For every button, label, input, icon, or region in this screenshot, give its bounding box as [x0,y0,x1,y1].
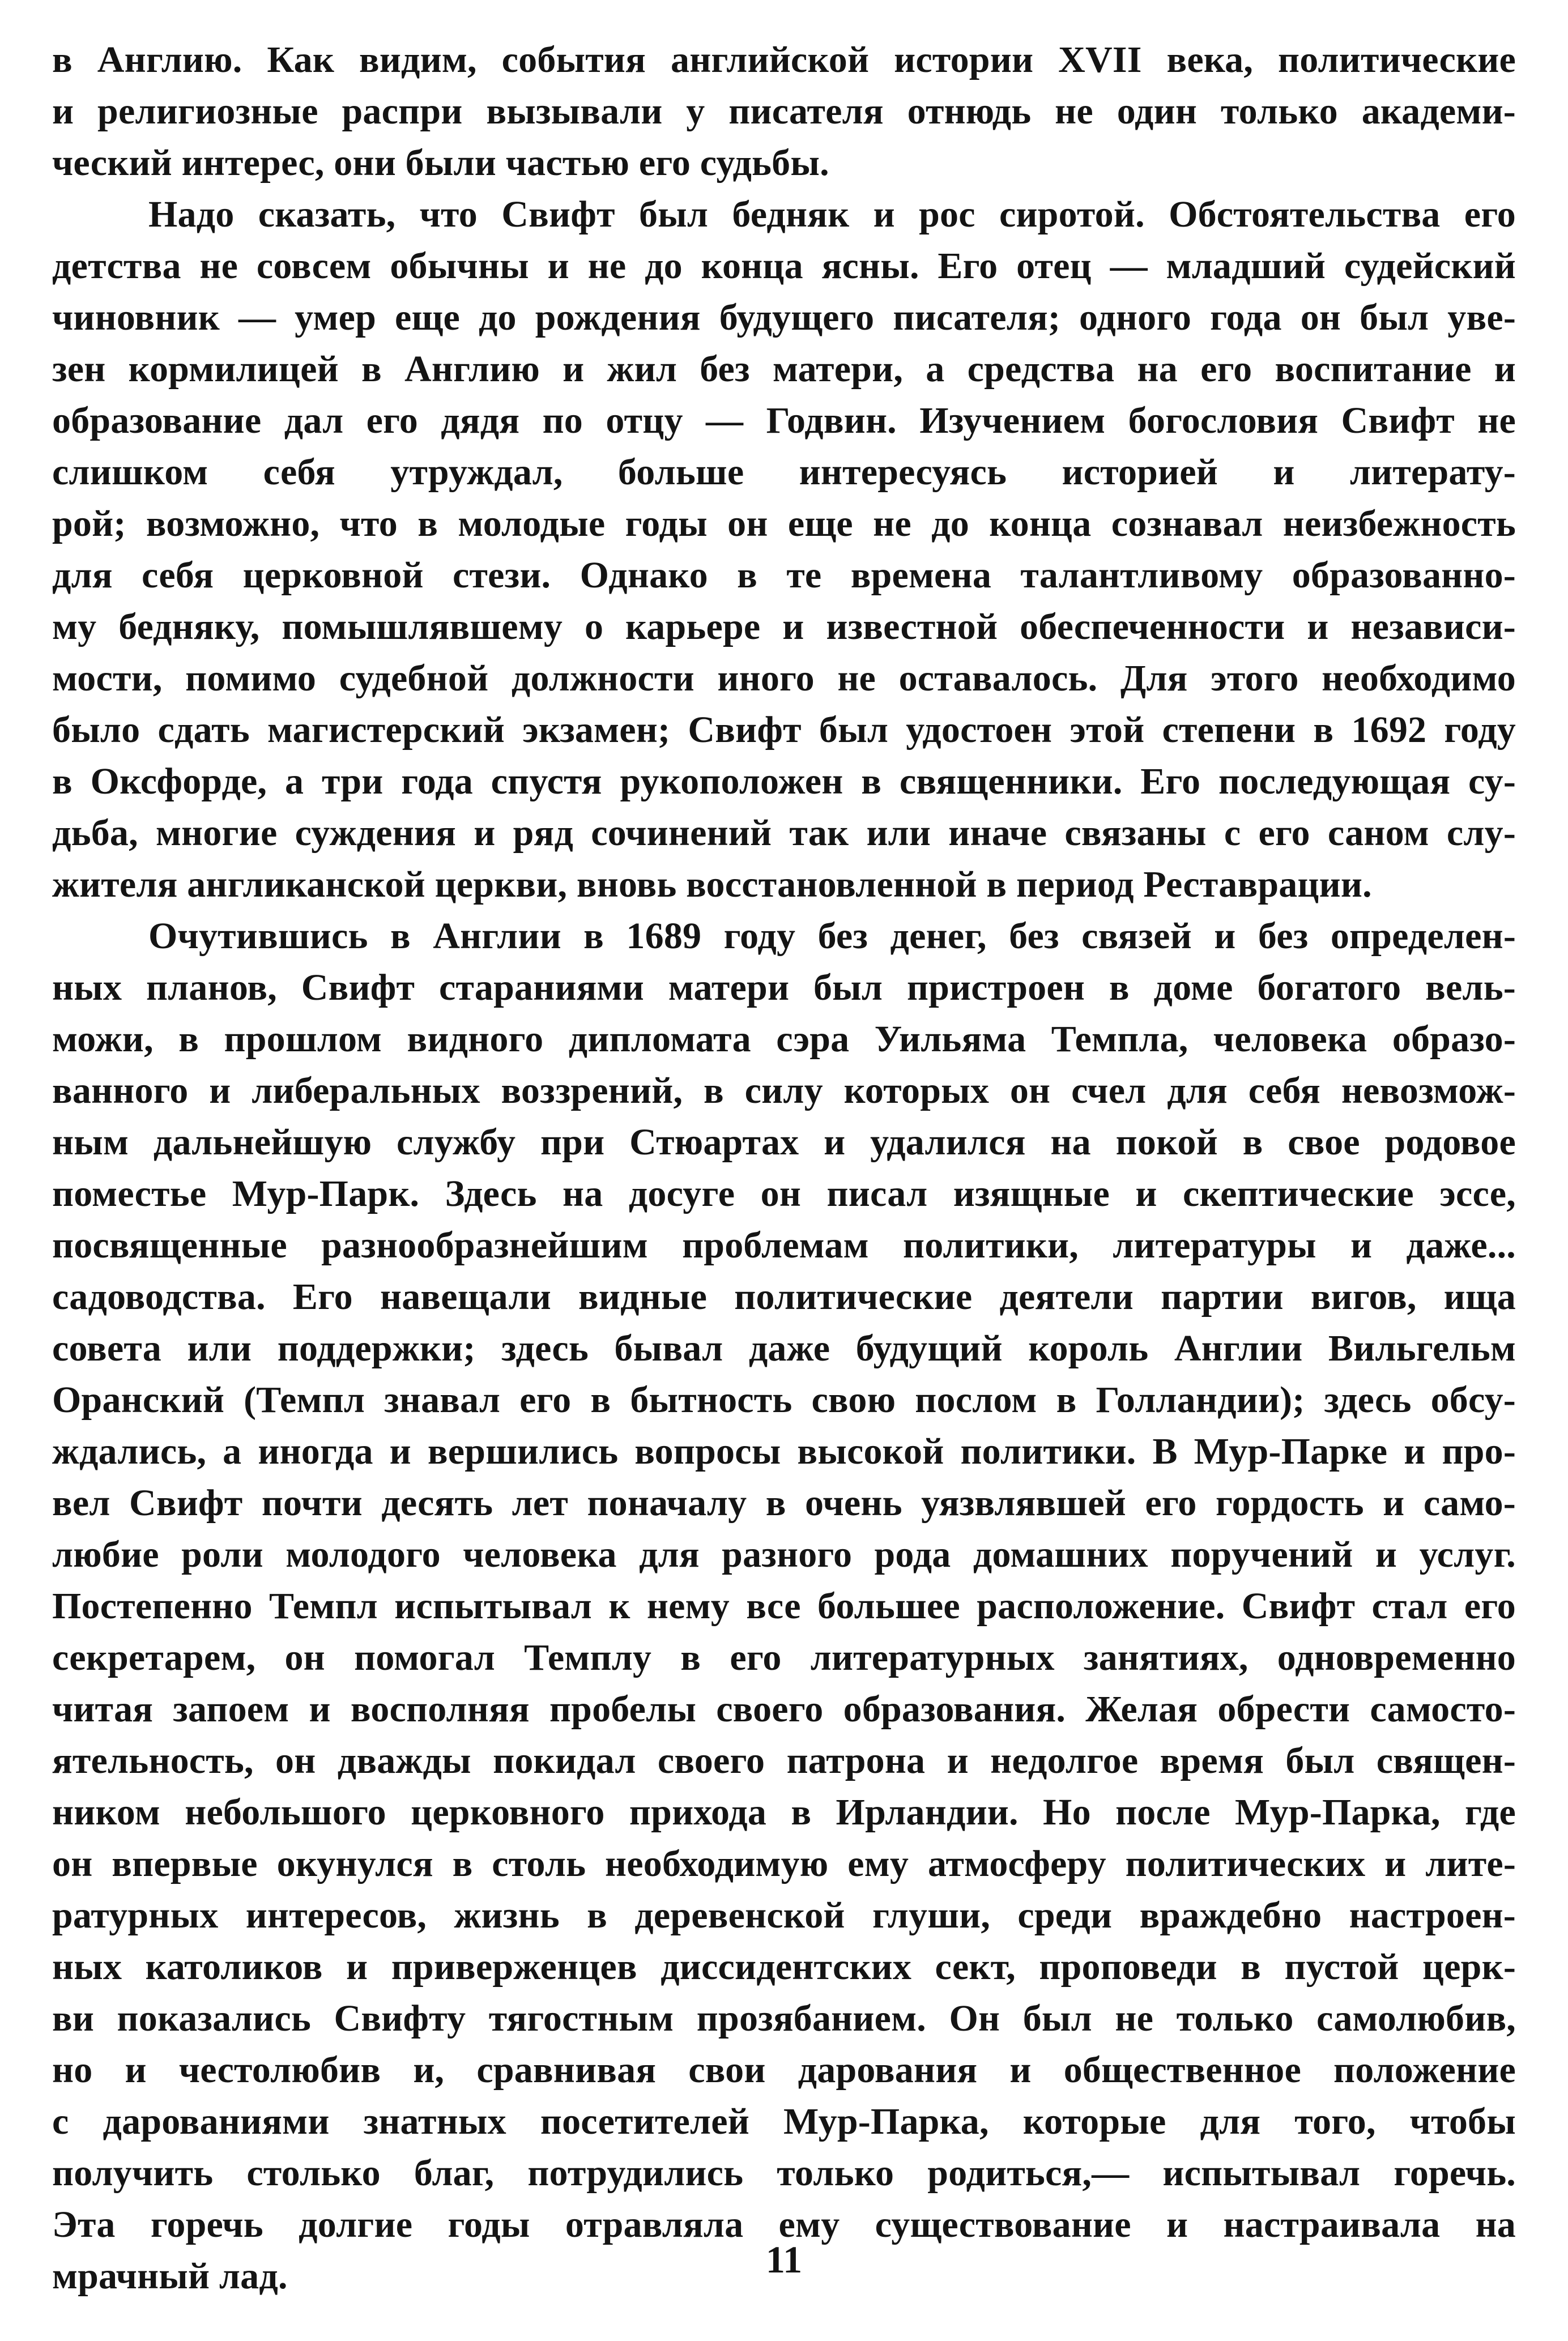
text-line: было сдать магистерский экзамен; Свифт был удостоен этой степени в 1692 году [52,709,1516,751]
text-line: детства не совсем обычны и не до конца ясны. Его отец — младший судейский [52,245,1516,287]
text-line: но и честолюбив и, сравнивая свои дарования и общественное положение [52,2049,1516,2091]
text-line: Оранский (Темпл знавал его в бытность свою послом в Голландии); здесь обсу- [52,1379,1516,1421]
text-line: ных планов, Свифт стараниями матери был пристроен в доме богатого вель- [52,967,1516,1008]
page-body [52,34,1516,2302]
text-line: Постепенно Темпл испытывал к нему все большее расположение. Свифт стал его [52,1585,1516,1627]
text-line: жителя англиканской церкви, вновь восстановленной в период Реставрации. [52,864,1372,905]
text-line: ником небольшого церковного прихода в Ирландии. Но после Мур-Парка, где [52,1792,1516,1833]
text-line: вел Свифт почти десять лет поначалу в очень уязвлявшей его гордость и само- [52,1482,1516,1524]
text-line: в Англию. Как видим, события английской истории XVII века, политические [52,39,1516,80]
text-line: и религиозные распри вызывали у писателя отнюдь не один только академи- [52,91,1516,132]
text-line: читая запоем и восполняя пробелы своего образования. Желая обрести самосто- [52,1688,1516,1730]
text-line: в Оксфорде, а три года спустя рукоположен в священники. Его последующая су- [52,761,1516,802]
text-line: совета или поддержки; здесь бывал даже будущий король Англии Вильгельм [52,1328,1516,1369]
text-line: Эта горечь долгие годы отравляла ему существование и настраивала на [52,2204,1516,2245]
text-line: ждались, а иногда и вершились вопросы высокой политики. В Мур-Парке и про- [52,1431,1516,1472]
text-line: ческий интерес, они были частью его судьбы. [52,142,829,184]
page-number: 11 [765,2238,803,2281]
text-line: зен кормилицей в Англию и жил без матери, а средства на его воспитание и [52,348,1516,390]
text-line: секретарем, он помогал Темплу в его литературных занятиях, одновременно [52,1637,1516,1678]
text-line: садоводства. Его навещали видные политические деятели партии вигов, ища [52,1276,1516,1317]
text-line: получить столько благ, потрудились только родиться,— испытывал горечь. [52,2152,1516,2194]
text-line: можи, в прошлом видного дипломата сэра Уильяма Темпла, человека образо- [52,1018,1516,1060]
text-line: поместье Мур-Парк. Здесь на досуге он писал изящные и скептические эссе, [52,1173,1516,1214]
text-line: ятельность, он дважды покидал своего патрона и недолгое время был священ- [52,1740,1516,1781]
text-line: чиновник — умер еще до рождения будущего писателя; одного года он был уве- [52,297,1516,338]
text-body [52,34,1516,2302]
text-line: образование дал его дядя по отцу — Годвин. Изучением богословия Свифт не [52,400,1516,441]
text-line: ных католиков и приверженцев диссидентских сект, проповеди в пустой церк- [52,1946,1516,1988]
paragraph [52,910,1516,2302]
text-line: мости, помимо судебной должности иного не оставалось. Для этого необходимо [52,658,1516,699]
text-line: ви показались Свифту тягостным прозябанием. Он был не только самолюбив, [52,1998,1516,2039]
text-line: мрачный лад. [52,2255,288,2297]
text-line: с дарованиями знатных посетителей Мур-Парка, которые для того, чтобы [52,2101,1516,2142]
text-line: ным дальнейшую службу при Стюартах и удалился на покой в свое родовое [52,1122,1516,1163]
text-line: посвященные разнообразнейшим проблемам политики, литературы и даже... [52,1225,1516,1266]
paragraph [52,34,1516,189]
text-line: для себя церковной стези. Однако в те времена талантливому образованно- [52,555,1516,596]
text-line: ванного и либеральных воззрений, в силу которых он счел для себя невозмож- [52,1070,1516,1111]
text-line: любие роли молодого человека для разного рода домашних поручений и услуг. [52,1534,1516,1575]
text-line: Надо сказать, что Свифт был бедняк и рос сиротой. Обстоятельства его [148,194,1516,235]
text-line: слишком себя утруждал, больше интересуясь историей и литерату- [52,451,1516,493]
text-line: рой; возможно, что в молодые годы он еще не до конца сознавал неизбежность [52,503,1516,544]
text-line: дьба, многие суждения и ряд сочинений так или иначе связаны с его саном слу- [52,812,1516,854]
text-line: му бедняку, помышлявшему о карьере и известной обеспеченности и независи- [52,606,1516,647]
text-line: ратурных интересов, жизнь в деревенской глуши, среди враждебно настроен- [52,1895,1516,1936]
text-line: он впервые окунулся в столь необходимую ему атмосферу политических и лите- [52,1843,1516,1884]
text-line: Очутившись в Англии в 1689 году без денег, без связей и без определен- [148,915,1516,957]
paragraph [52,189,1516,910]
